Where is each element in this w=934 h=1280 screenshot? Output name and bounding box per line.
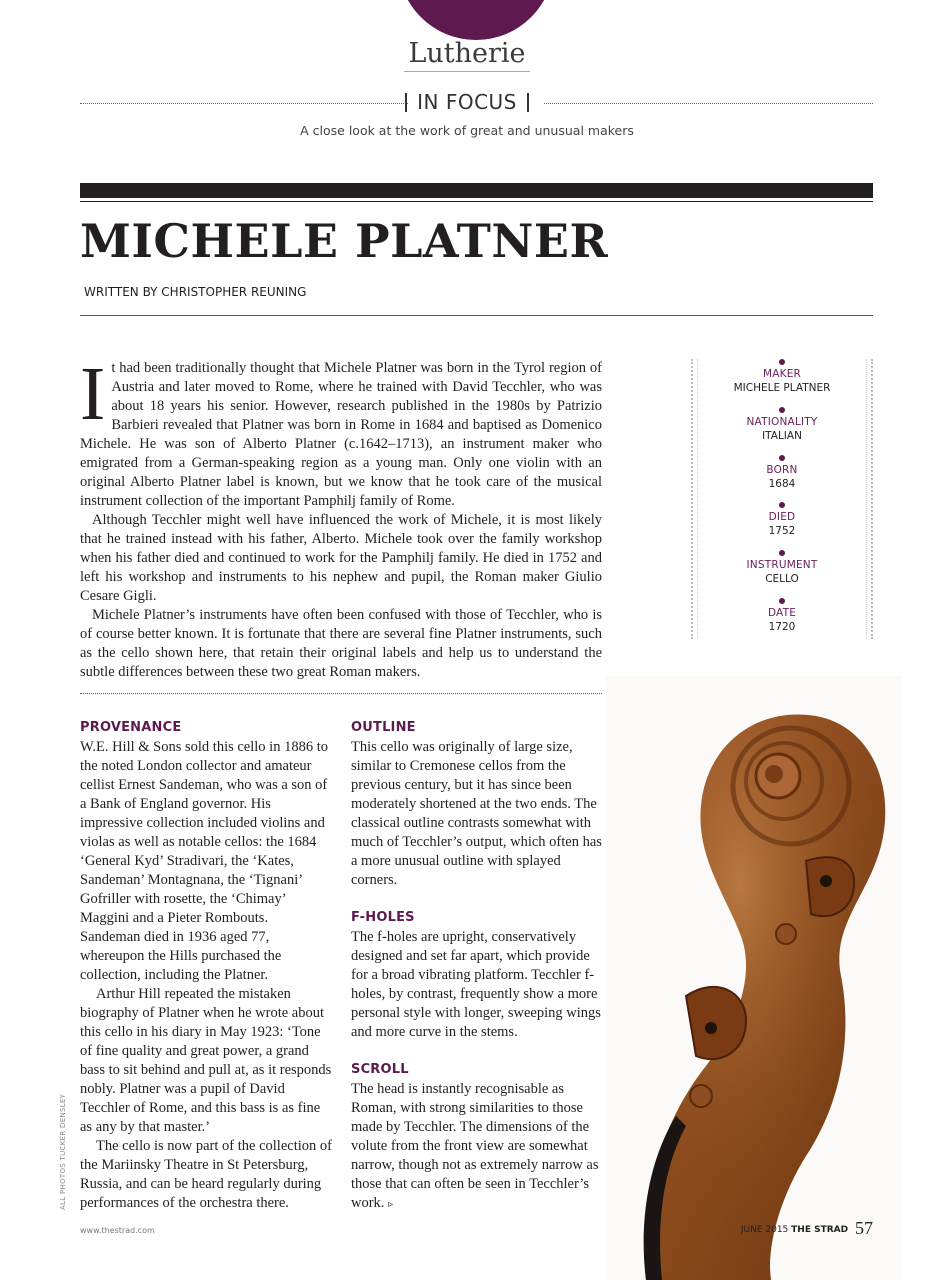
series-tagline: A close look at the work of great and unusual makers: [300, 123, 634, 138]
fholes-text: The f-holes are upright, conservatively designed and set far apart, which provide for a broad vibrating platform. Tecchler f-holes, by contrast, frequently show a more personal style with longer, sweeping wings and more curve in the stems.: [351, 929, 601, 1040]
section-title: Lutherie: [0, 38, 934, 72]
continue-arrow-icon: ▹: [388, 1199, 394, 1210]
intro-paragraph: It had been traditionally thought that Michele Platner was born in the Tyrol region of Austria and later moved to Rome, where he trained with David Tecchler, who was about 18 years his senior. However, research published in the 1980s by Patrizio Barbieri revealed that Platner was born in Rome in 1684 and baptised as Domenico Michele. He was son of Alberto Platner (c.1642–1713), an instrument maker who emigrated from a German-speaking region as a young man. Only one violin with an original Alberto Platner label is known, but we know that he took care of the musical instrument collection of the important Pamphilj family of Rome.: [80, 352, 602, 509]
provenance-paragraph: W.E. Hill & Sons sold this cello in 1886 to the noted London collector and amateur cellist Ernest Sandeman, who was a son of a Bank of England governor. His impressive collection included violins and violas as well as notable cellos: the 1684 ‘General Kyd’ Stradivari, the ‘Kates, Sandeman’ Montagnana, the ‘Tignani’ Gofriller with rosette, the ‘Chimay’ Maggini and a Pieter Rombouts. Sandeman died in 1936 aged 77, whereupon the Hills purchased the collection, including the Platner.: [80, 739, 328, 983]
intro-paragraph: Michele Platner’s instruments have often been confused with those of Tecchler, who is of course better known. It is fortunate that there are several fine Platner instruments, such as the cello shown here, that retain their original labels and help us to understand the subtle differences between these two great Roman makers.: [80, 607, 602, 680]
bullet-icon: [779, 502, 785, 508]
section-badge-circle: [398, 0, 554, 40]
footer-folio: [741, 1218, 873, 1239]
series-title: IN FOCUS: [0, 90, 934, 114]
fact-born: BORN 1684: [698, 455, 866, 503]
bullet-icon: [779, 407, 785, 413]
fact-nationality: NATIONALITY ITALIAN: [698, 407, 866, 455]
fact-maker: MAKER MICHELE PLATNER: [698, 359, 866, 407]
magazine-name: THE STRAD: [791, 1225, 849, 1235]
intro-divider: [80, 693, 602, 694]
fact-sidebar: [691, 359, 873, 639]
intro-paragraph: Although Tecchler might well have influenced the work of Michele, it is most likely that he trained instead with his father, Alberto. Michele took over the family workshop when his father died and continued to work for the Pamphilj family. He died in 1752 and left his workshop and instruments to his nephew and pupil, the Roman maker Giulio Cesare Gigli.: [80, 512, 602, 604]
footer-url: www.thestrad.com: [80, 1226, 155, 1235]
page-number: 57: [855, 1218, 873, 1238]
bullet-icon: [779, 598, 785, 604]
bullet-icon: [779, 550, 785, 556]
drop-cap: I: [80, 352, 106, 436]
photo-credit: ALL PHOTOS TUCKER DENSLEY: [59, 1093, 67, 1210]
outline-heading: OUTLINE: [351, 720, 416, 735]
cello-scroll-photo: [606, 676, 902, 1280]
provenance-paragraph: Arthur Hill repeated the mistaken biography of Platner when he wrote about this cello in his diary in May 1923: ‘Tone of fine quality and great power, a grand bass to sit behind and pull at, as it responds nobly. Platner was a pupil of David Tecchler of Rome, and this bass is as fine as any by that master.’: [80, 986, 332, 1135]
bullet-icon: [779, 455, 785, 461]
scroll-heading: SCROLL: [351, 1062, 409, 1077]
scroll-text: The head is instantly recognisable as Roman, with strong similarities to those made by Tecchler. The dimensions of the volute from the front view are somewhat narrow, though not as extremely narrow as those that can often be seen in Tecchler’s work. ▹: [351, 1081, 599, 1211]
provenance-column: [80, 718, 332, 1213]
heavy-rule: [80, 183, 873, 198]
thin-rule: [80, 201, 873, 202]
outline-text: This cello was originally of large size, similar to Cremonese cellos from the previous century, but it has since been moderately shortened at the two ends. The classical outline contrasts somewhat with much of Tecchler’s output, which often has a more unusual outline with splayed corners.: [351, 739, 602, 888]
provenance-paragraph: The cello is now part of the collection of the Mariinsky Theatre in St Petersburg, Russia, and can be heard regularly during performances of the orchestra there.: [80, 1138, 332, 1211]
fact-date: DATE 1720: [698, 598, 866, 646]
issue-date: JUNE 2015: [740, 1225, 789, 1235]
fact-instrument: INSTRUMENT CELLO: [698, 550, 866, 598]
fholes-heading: F-HOLES: [351, 910, 415, 925]
details-column: [351, 718, 606, 1214]
intro-text: [80, 352, 602, 682]
fact-died: DIED 1752: [698, 502, 866, 550]
provenance-heading: PROVENANCE: [80, 720, 182, 735]
byline: WRITTEN BY CHRISTOPHER REUNING: [84, 285, 307, 299]
byline-rule: [80, 315, 873, 316]
bullet-icon: [779, 359, 785, 365]
article-title: MICHELE PLATNER: [80, 214, 609, 268]
